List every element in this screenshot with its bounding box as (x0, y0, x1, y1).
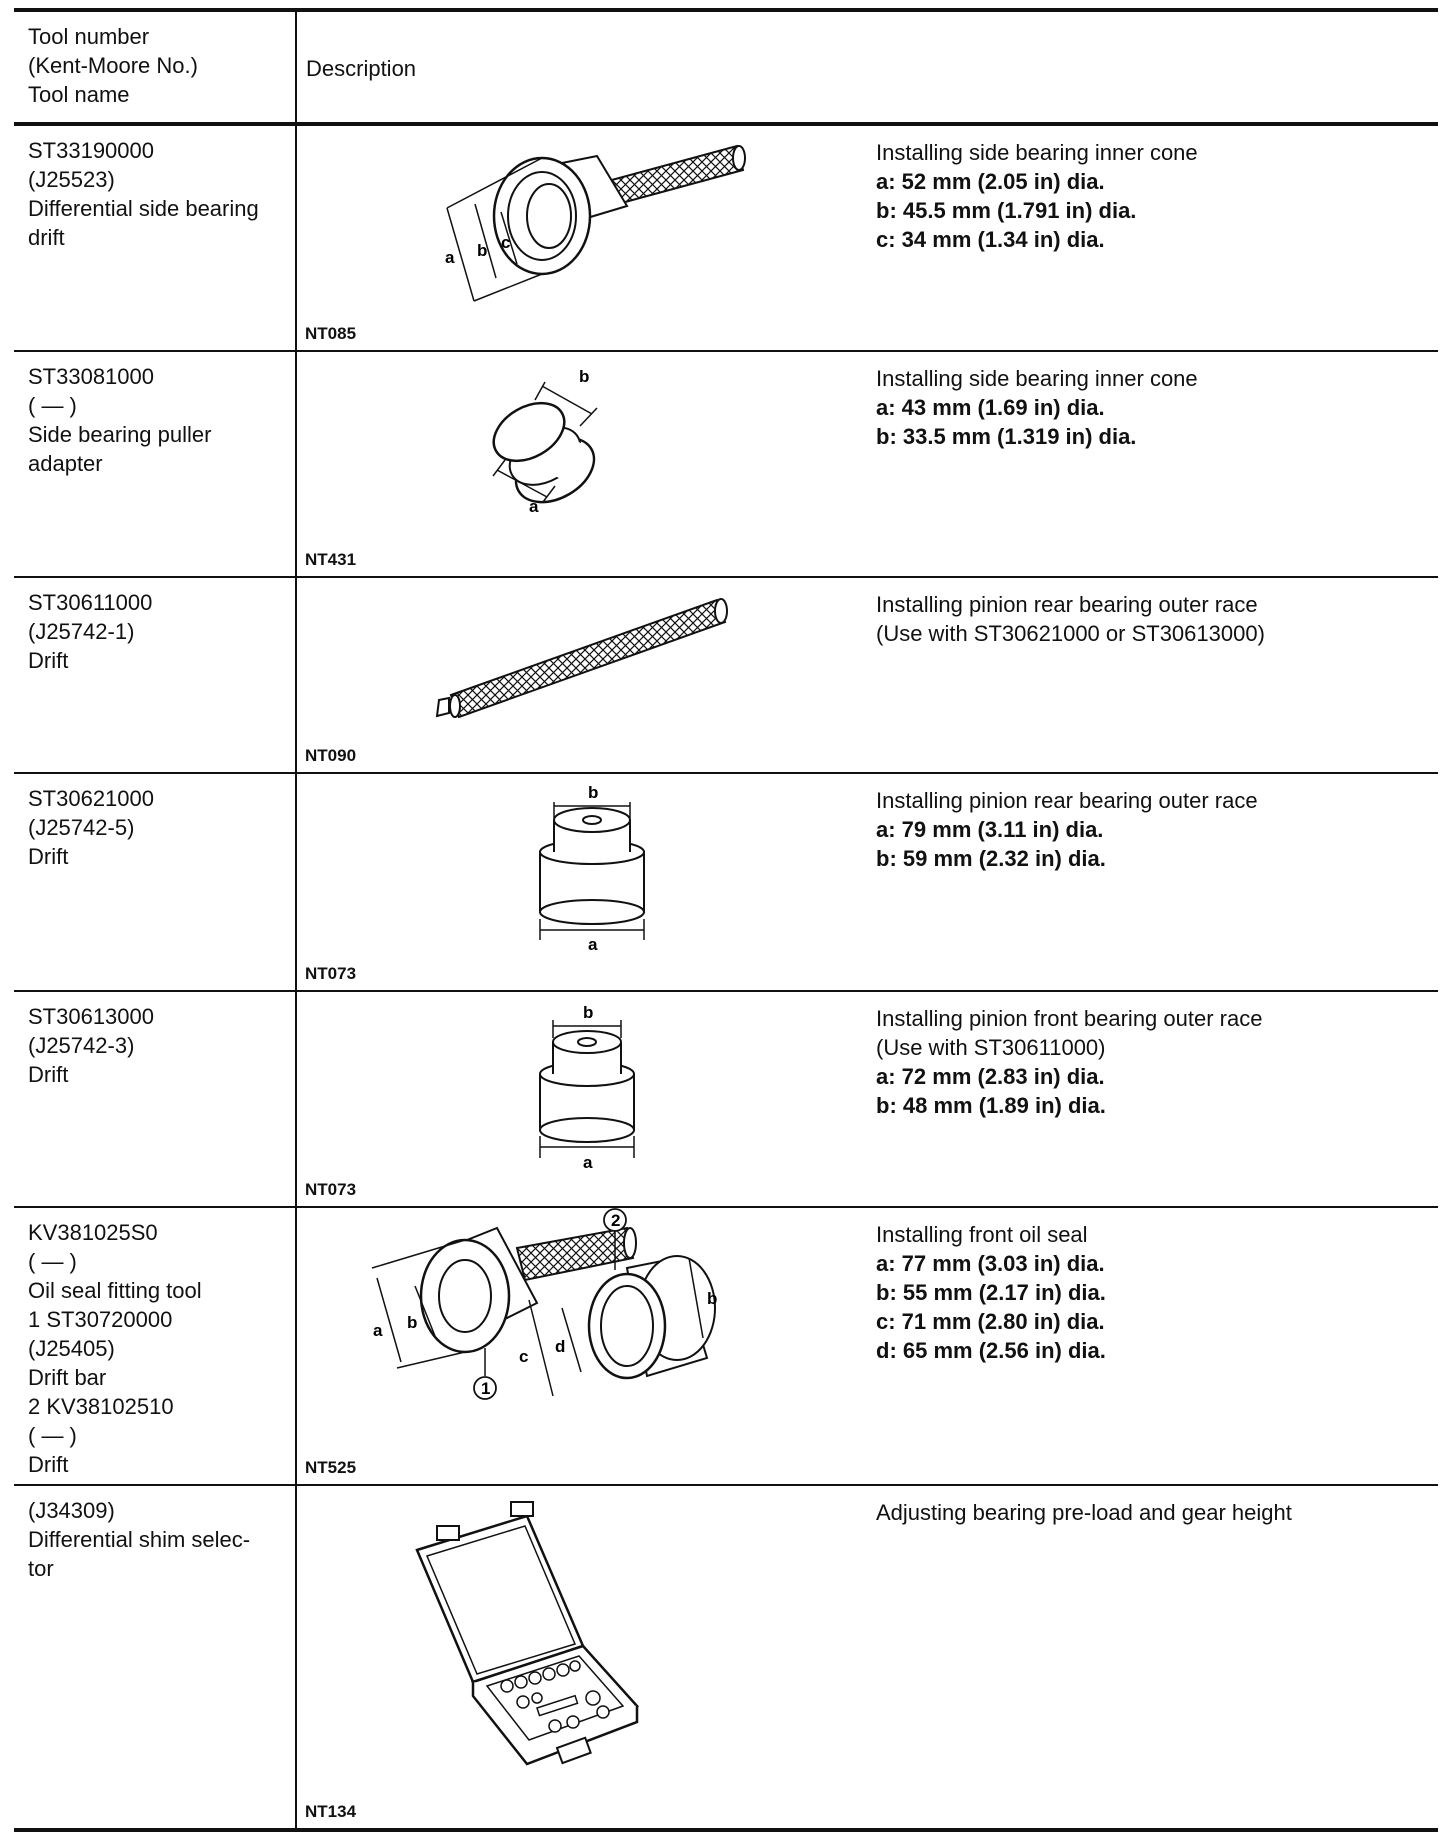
header-line: Tool number (28, 24, 150, 49)
description-line: Adjusting bearing pre-load and gear height (876, 1500, 1292, 1525)
header-tool-column (28, 22, 290, 109)
dimension-label: b (707, 1289, 718, 1308)
description-cell (876, 1498, 1436, 1527)
dimension-spec: a: 52 mm (2.05 in) dia. (876, 169, 1105, 194)
dimension-label: d (555, 1337, 566, 1356)
dimension-label: a (583, 1153, 593, 1172)
tool-figure-drift-bar (297, 578, 871, 772)
description-cell (876, 364, 1436, 451)
dimension-spec: c: 34 mm (1.34 in) dia. (876, 227, 1105, 252)
tool-number: KV381025S0 (28, 1220, 158, 1245)
dimension-label: b (407, 1313, 418, 1332)
drift-bar-drawing (297, 578, 871, 772)
dimension-spec: b: 45.5 mm (1.791 in) dia. (876, 198, 1137, 223)
table-row (14, 1208, 1438, 1486)
figure-code: NT073 (305, 1180, 357, 1199)
description-line: Installing side bearing inner cone (876, 366, 1198, 391)
description-line: Installing pinion rear bearing outer race (876, 788, 1258, 813)
tool-name-cell (28, 136, 290, 252)
rear-bearing-drift-drawing (297, 774, 871, 990)
description-line: Installing side bearing inner cone (876, 140, 1198, 165)
tool-name: Differential side bearing (28, 196, 259, 221)
kent-moore-number: (J25742-1) (28, 619, 135, 644)
table-header (14, 12, 1438, 126)
tool-figure-oil-seal-fitting-tool (297, 1208, 871, 1484)
header-line: Tool name (28, 82, 130, 107)
kent-moore-number: (J25742-5) (28, 815, 135, 840)
tool-name: Drift (28, 844, 69, 869)
kent-moore-number: ( — ) (28, 1249, 77, 1274)
tool-number: ST30621000 (28, 786, 154, 811)
dimension-spec: a: 72 mm (2.83 in) dia. (876, 1064, 1105, 1089)
tool-name: tor (28, 1556, 54, 1581)
table-row (14, 774, 1438, 992)
tool-name-cell (28, 1218, 290, 1479)
part-number-label: 1 (481, 1379, 491, 1398)
description-cell (876, 1220, 1436, 1365)
table-row (14, 126, 1438, 352)
header-line: (Kent-Moore No.) (28, 53, 198, 78)
tool-figure-front-drift (297, 992, 871, 1206)
dimension-spec: b: 33.5 mm (1.319 in) dia. (876, 424, 1137, 449)
figure-code: NT431 (305, 550, 357, 569)
component-number: 1 ST30720000 (28, 1307, 173, 1332)
component-name: Drift (28, 1452, 69, 1477)
tool-number: ST33081000 (28, 364, 154, 389)
kent-moore-number: (J25405) (28, 1336, 115, 1361)
tool-number: ST30613000 (28, 1004, 154, 1029)
table-row (14, 578, 1438, 774)
table-row (14, 992, 1438, 1208)
tool-name: Differential shim selec- (28, 1527, 251, 1552)
dimension-spec: a: 79 mm (3.11 in) dia. (876, 817, 1104, 842)
dimension-label: a (588, 935, 598, 954)
dimension-label: b (477, 241, 488, 260)
dimension-label: a (445, 248, 455, 267)
kent-moore-number: ( — ) (28, 393, 77, 418)
tool-name: Oil seal fitting tool (28, 1278, 202, 1303)
part-number-label: 2 (611, 1211, 621, 1230)
column-divider (295, 12, 297, 122)
tool-name-cell (28, 362, 290, 478)
description-cell (876, 1004, 1436, 1120)
header-description: Description (306, 56, 417, 81)
dimension-label: b (583, 1003, 594, 1022)
dimension-label: a (529, 497, 539, 516)
dimension-label: a (373, 1321, 383, 1340)
dimension-spec: a: 77 mm (3.03 in) dia. (876, 1251, 1105, 1276)
oil-seal-fitting-tool-drawing (297, 1208, 871, 1484)
dimension-label: c (501, 233, 511, 252)
component-name: Drift bar (28, 1365, 107, 1390)
tool-name: adapter (28, 451, 103, 476)
tool-name-cell (28, 1002, 290, 1089)
table-row (14, 1486, 1438, 1832)
dimension-spec: d: 65 mm (2.56 in) dia. (876, 1338, 1106, 1363)
dimension-spec: b: 48 mm (1.89 in) dia. (876, 1093, 1106, 1118)
puller-adapter-drawing (297, 352, 871, 576)
description-line: Installing pinion rear bearing outer race (876, 592, 1258, 617)
dimension-spec: b: 55 mm (2.17 in) dia. (876, 1280, 1106, 1305)
tool-name: Drift (28, 648, 69, 673)
tool-name: Side bearing puller (28, 422, 212, 447)
dimension-spec: b: 59 mm (2.32 in) dia. (876, 846, 1106, 871)
dimension-label: b (588, 783, 599, 802)
description-line: Installing front oil seal (876, 1222, 1088, 1247)
side-bearing-drift-drawing (297, 126, 871, 350)
description-cell (876, 590, 1436, 648)
kent-moore-number: (J34309) (28, 1498, 115, 1523)
kent-moore-number: (J25523) (28, 167, 115, 192)
tool-figure-puller-adapter (297, 352, 871, 576)
description-line: Installing pinion front bearing outer race (876, 1006, 1263, 1031)
tool-name-cell (28, 588, 290, 675)
dimension-spec: a: 43 mm (1.69 in) dia. (876, 395, 1105, 420)
shim-selector-case-drawing (297, 1486, 871, 1828)
description-line: (Use with ST30621000 or ST30613000) (876, 621, 1265, 646)
tool-figure-rear-drift (297, 774, 871, 990)
description-cell (876, 138, 1436, 254)
tool-name-cell (28, 1496, 290, 1583)
kent-moore-number: ( — ) (28, 1423, 77, 1448)
figure-code: NT134 (305, 1802, 357, 1821)
tool-name: Drift (28, 1062, 69, 1087)
figure-code: NT090 (305, 746, 357, 765)
kent-moore-number: (J25742-3) (28, 1033, 135, 1058)
table-row (14, 352, 1438, 578)
description-cell (876, 786, 1436, 873)
dimension-spec: c: 71 mm (2.80 in) dia. (876, 1309, 1105, 1334)
dimension-label: b (579, 367, 590, 386)
front-bearing-drift-drawing (297, 992, 871, 1206)
description-line: (Use with ST30611000) (876, 1035, 1106, 1060)
tool-name: drift (28, 225, 65, 250)
dimension-label: c (519, 1347, 529, 1366)
figure-code: NT525 (305, 1458, 357, 1477)
tool-figure-shim-selector (297, 1486, 871, 1828)
component-number: 2 KV38102510 (28, 1394, 174, 1419)
figure-code: NT073 (305, 964, 357, 983)
tool-number: ST30611000 (28, 590, 153, 615)
tool-name-cell (28, 784, 290, 871)
figure-code: NT085 (305, 324, 357, 343)
tool-figure-side-bearing-drift (297, 126, 871, 350)
tool-number: ST33190000 (28, 138, 154, 163)
